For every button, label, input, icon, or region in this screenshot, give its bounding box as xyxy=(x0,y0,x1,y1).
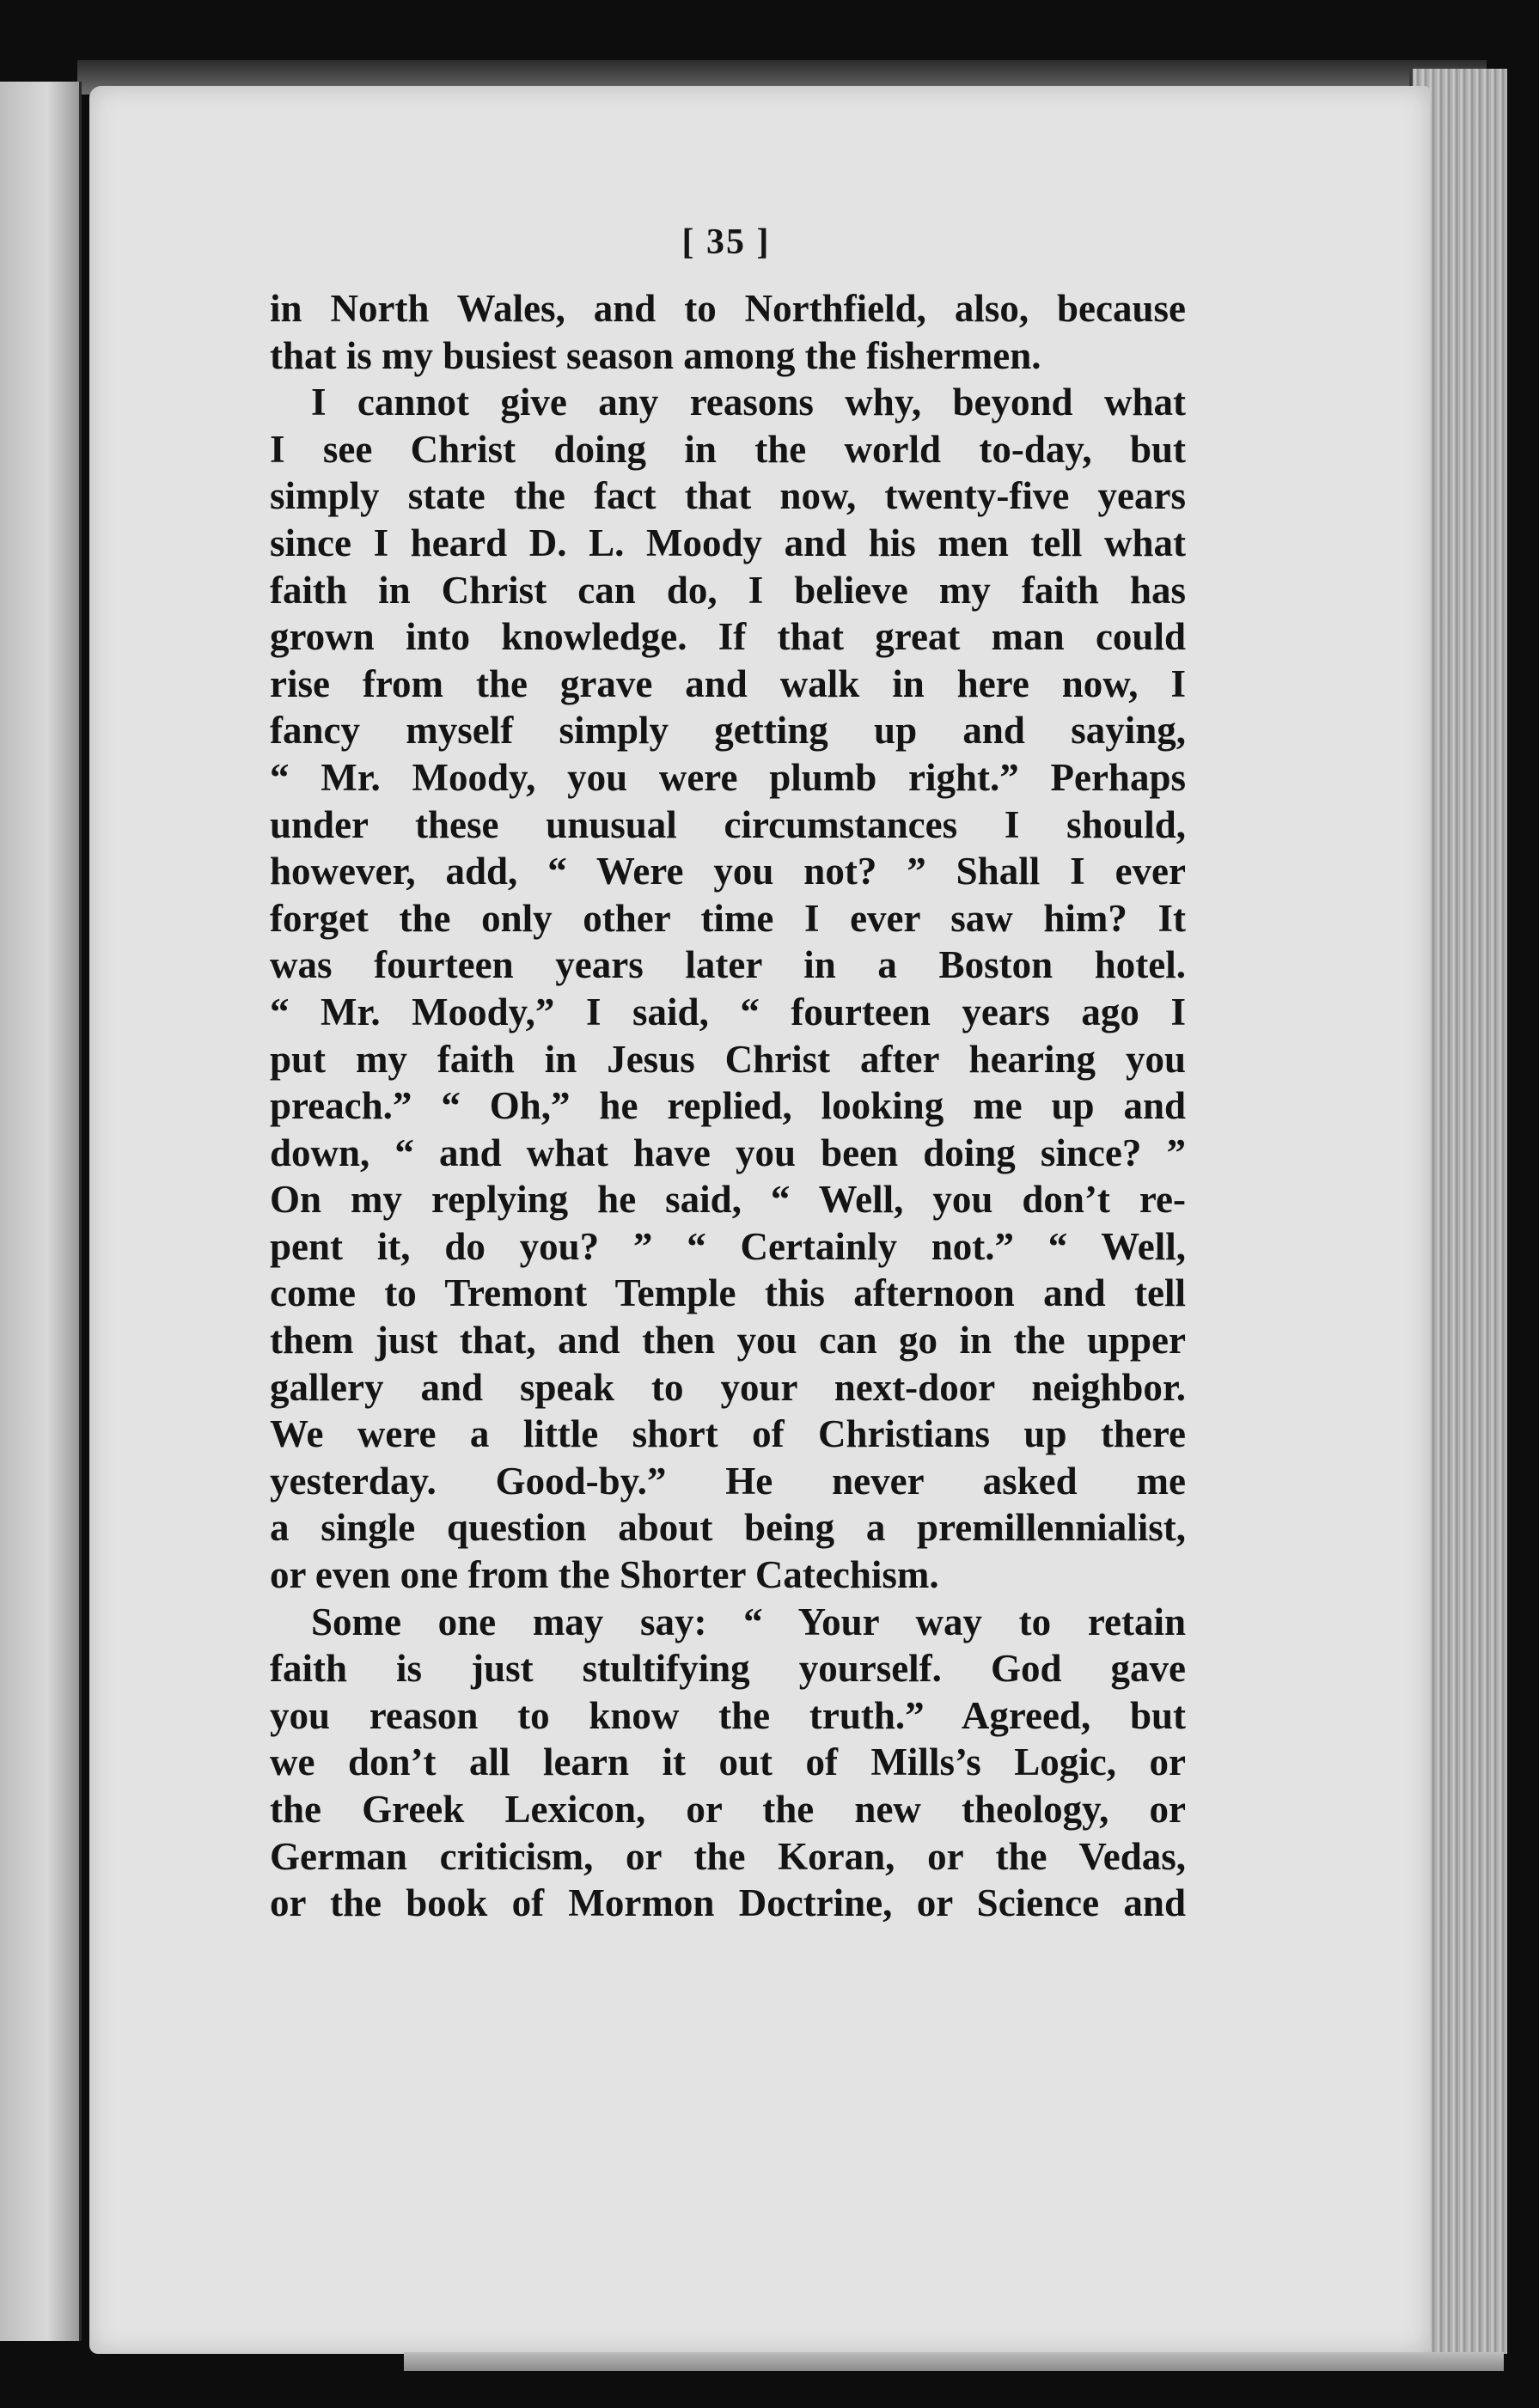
text-line: Some one may say: “ Your way to retain xyxy=(311,1600,1186,1643)
text-line: gallery and speak to your next-door neighbor. xyxy=(270,1365,1186,1409)
text-line: forget the only other time I ever saw him? It xyxy=(270,896,1186,940)
text-line: you reason to know the truth.” Agreed, but xyxy=(270,1693,1186,1737)
page-number: [ 35 ] xyxy=(681,223,771,262)
text-line: On my replying he said, “ Well, you don’t re- xyxy=(270,1178,1186,1222)
text-line: rise from the grave and walk in here now, I xyxy=(270,661,1186,705)
text-line: or the book of Mormon Doctrine, or Science and xyxy=(270,1881,1186,1925)
facing-page-edge xyxy=(0,82,82,2341)
text-line: “ Mr. Moody, you were plumb right.” Perhaps xyxy=(270,755,1186,799)
text-line: yesterday. Good-by.” He never asked me xyxy=(270,1459,1186,1503)
text-line: I cannot give any reasons why, beyond what xyxy=(311,381,1186,424)
text-line: pent it, do you? ” “ Certainly not.” “ Well, xyxy=(270,1224,1186,1268)
text-line: preach.” “ Oh,” he replied, looking me up and xyxy=(270,1084,1186,1128)
text-line: that is my busiest season among the fishermen. xyxy=(270,333,1041,377)
text-line: we don’t all learn it out of Mills’s Logic, or xyxy=(270,1740,1186,1784)
text-line: the Greek Lexicon, or the new theology, or xyxy=(270,1788,1186,1831)
text-line: or even one from the Shorter Catechism. xyxy=(270,1553,939,1597)
text-line: however, add, “ Were you not? ” Shall I ever xyxy=(270,850,1186,893)
text-line: I see Christ doing in the world to-day, but xyxy=(270,427,1186,471)
text-line: them just that, and then you can go in the upper xyxy=(270,1319,1186,1363)
text-line: a single question about being a premillennialist, xyxy=(270,1506,1186,1550)
text-line: down, “ and what have you been doing since? ” xyxy=(270,1131,1186,1174)
text-line: come to Tremont Temple this afternoon and tell xyxy=(270,1271,1186,1315)
text-line: grown into knowledge. If that great man could xyxy=(270,615,1186,659)
text-line: simply state the fact that now, twenty-five years xyxy=(270,474,1186,518)
text-line: We were a little short of Christians up there xyxy=(270,1412,1186,1456)
text-line: faith in Christ can do, I believe my faith has xyxy=(270,568,1186,612)
text-line: “ Mr. Moody,” I said, “ fourteen years ago I xyxy=(270,990,1186,1033)
text-line: fancy myself simply getting up and saying, xyxy=(270,709,1186,753)
text-line: in North Wales, and to Northfield, also, because xyxy=(270,287,1186,330)
text-line: German criticism, or the Koran, or the Vedas, xyxy=(270,1834,1186,1878)
text-line: since I heard D. L. Moody and his men tell what xyxy=(270,521,1186,564)
text-line: put my faith in Jesus Christ after hearing you xyxy=(270,1037,1186,1081)
body-text xyxy=(270,285,1186,1927)
text-line: faith is just stultifying yourself. God gave xyxy=(270,1647,1186,1691)
text-line: under these unusual circumstances I should, xyxy=(270,802,1186,846)
text-line: was fourteen years later in a Boston hotel. xyxy=(270,943,1186,987)
page-bottom-edge xyxy=(404,2352,1504,2371)
